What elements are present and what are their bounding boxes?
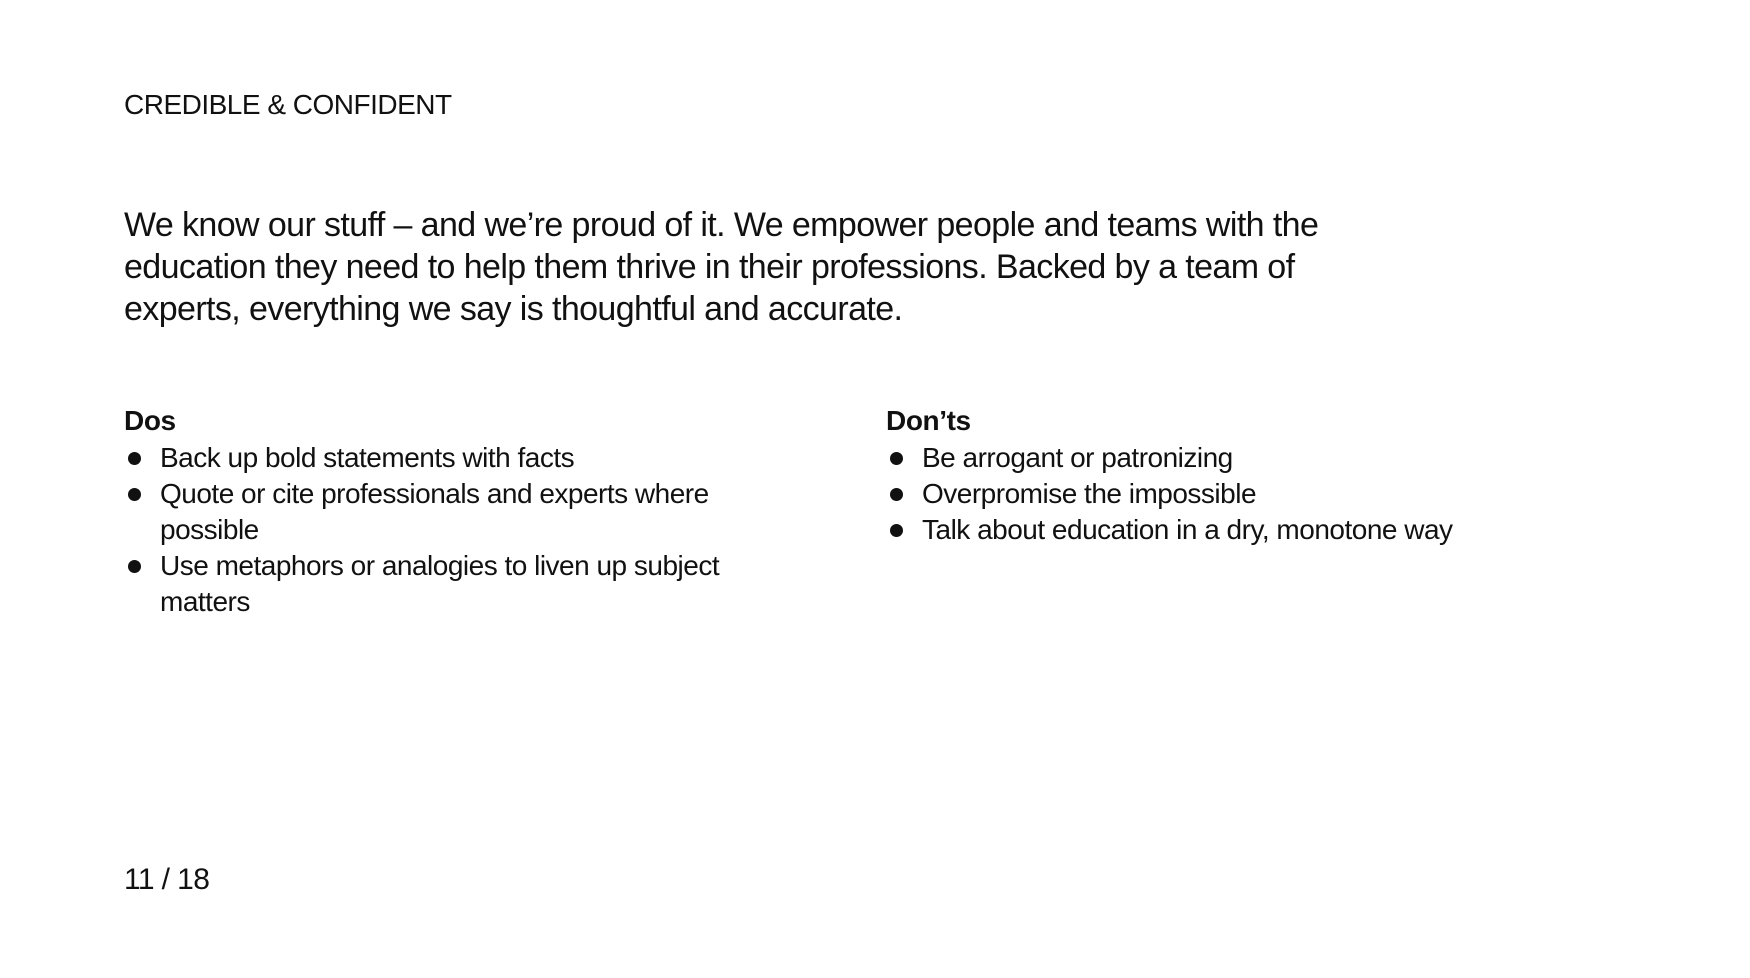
- donts-list: [886, 440, 1646, 548]
- donts-list-item: [886, 512, 1646, 548]
- bullet-icon: [890, 452, 903, 465]
- section-title: CREDIBLE & CONFIDENT: [124, 89, 452, 120]
- bullet-icon: [890, 488, 903, 501]
- bullet-icon: [128, 560, 141, 573]
- dos-item-text: Use metaphors or analogies to liven up subject matters: [160, 550, 720, 617]
- dos-list-item: [124, 476, 744, 548]
- bullet-icon: [890, 524, 903, 537]
- bullet-icon: [128, 452, 141, 465]
- dos-list-item: [124, 440, 744, 476]
- dos-list: [124, 440, 744, 620]
- donts-item-text: Overpromise the impossible: [922, 478, 1257, 509]
- donts-column: [886, 404, 1646, 548]
- dos-item-text: Quote or cite professionals and experts where possible: [160, 478, 709, 545]
- donts-heading: Don’ts: [886, 405, 971, 436]
- bullet-icon: [128, 488, 141, 501]
- donts-list-item: [886, 440, 1646, 476]
- donts-item-text: Talk about education in a dry, monotone way: [922, 514, 1453, 545]
- dos-list-item: [124, 548, 744, 620]
- dos-heading: Dos: [124, 405, 176, 436]
- donts-item-text: Be arrogant or patronizing: [922, 442, 1233, 473]
- intro-paragraph: We know our stuff – and we’re proud of it. We empower people and teams with the education they need to help them thrive in their professions. Backed by a team of experts, everything we say is thoughtful and accurate.: [124, 206, 1319, 328]
- dos-column: [124, 404, 744, 620]
- dos-item-text: Back up bold statements with facts: [160, 442, 575, 473]
- donts-list-item: [886, 476, 1646, 512]
- page-indicator: 11 / 18: [124, 863, 210, 896]
